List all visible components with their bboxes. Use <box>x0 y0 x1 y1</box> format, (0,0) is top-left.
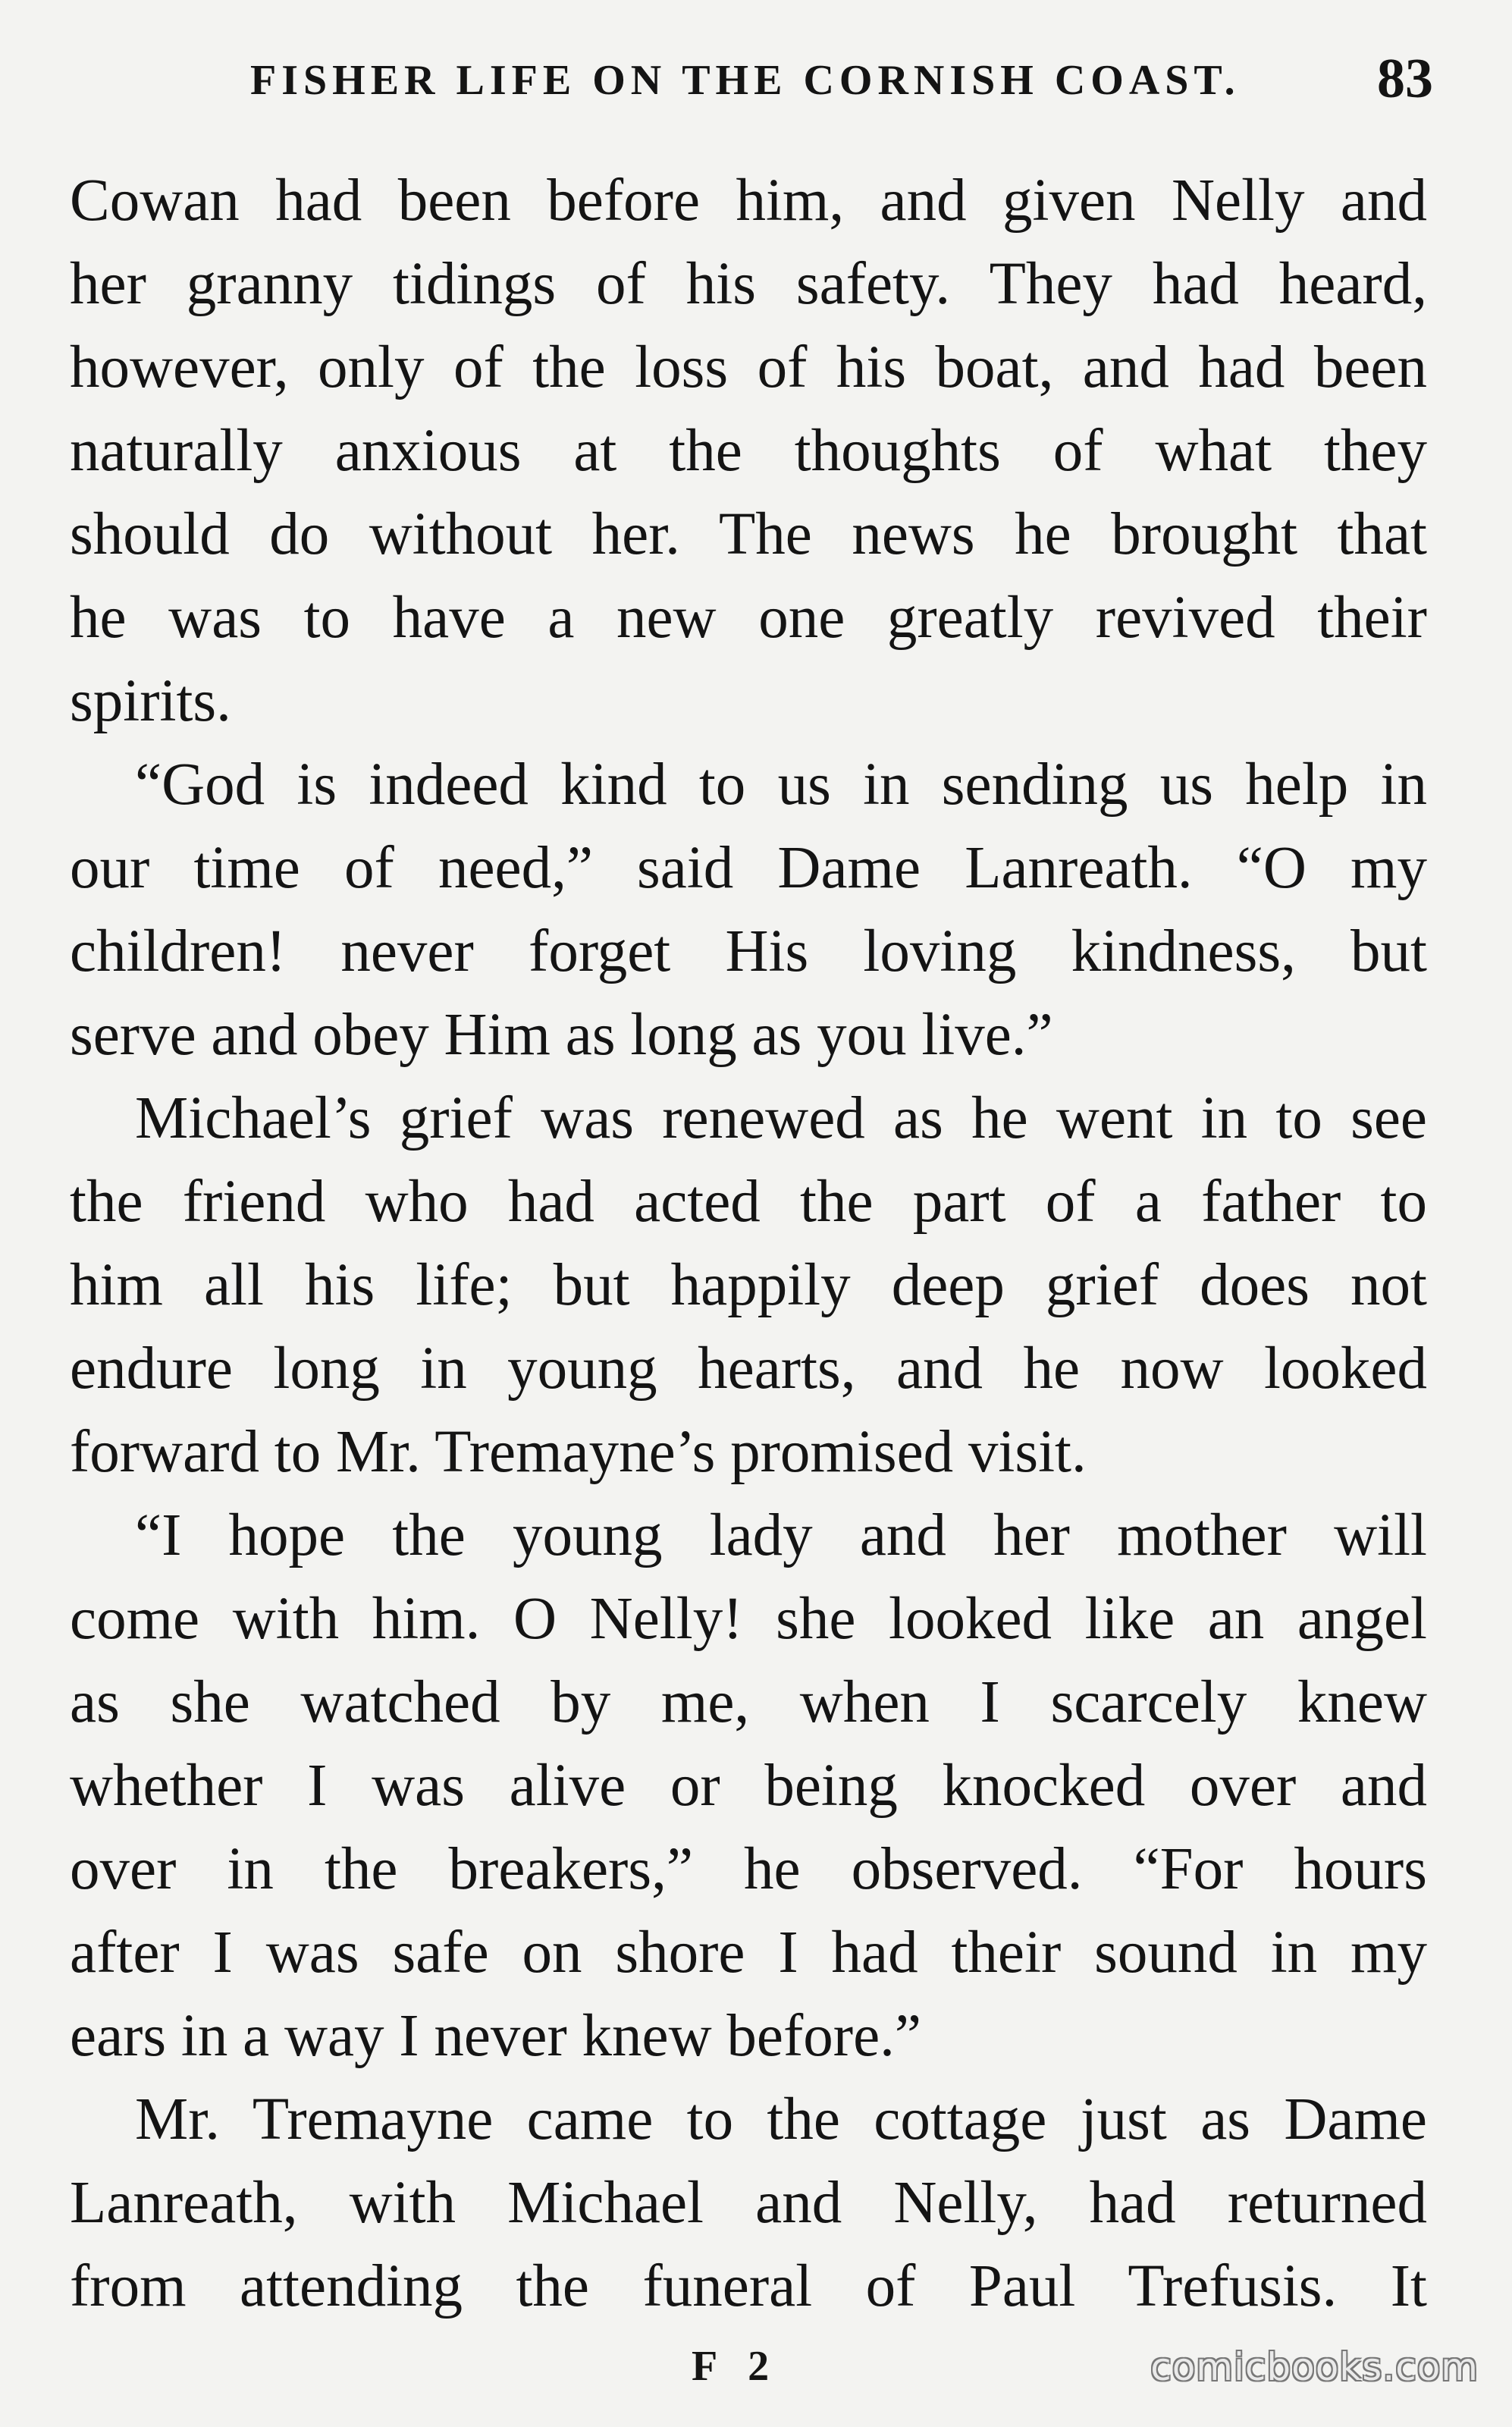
text-line: him all his life; but happily deep grief does not <box>70 1252 1427 1318</box>
signature-mark: F 2 <box>692 2343 780 2390</box>
text-line: he was to have a new one greatly revived their <box>70 585 1427 651</box>
text-line: come with him. O Nelly! she looked like an angel <box>70 1586 1427 1652</box>
text-line: serve and obey Him as long as you live.” <box>70 1002 1053 1068</box>
text-line: naturally anxious at the thoughts of what they <box>70 418 1427 484</box>
running-head <box>68 47 1433 115</box>
text-line: ears in a way I never knew before.” <box>70 2003 921 2069</box>
paragraph <box>70 743 1427 1077</box>
text-line: endure long in young hearts, and he now looked <box>70 1336 1427 1402</box>
text-line: should do without her. The news he brought that <box>70 501 1427 567</box>
page-number: 83 <box>1377 48 1433 110</box>
text-line: forward to Mr. Tremayne’s promised visit. <box>70 1419 1087 1485</box>
paragraph <box>70 1077 1427 1494</box>
text-line: however, only of the loss of his boat, and had been <box>70 334 1427 400</box>
text-line: Michael’s grief was renewed as he went in to see <box>135 1085 1427 1151</box>
text-line: our time of need,” said Dame Lanreath. “O my <box>70 835 1427 901</box>
text-line: “I hope the young lady and her mother will <box>135 1502 1427 1568</box>
text-line: as she watched by me, when I scarcely knew <box>70 1669 1427 1735</box>
text-line: the friend who had acted the part of a father to <box>70 1169 1427 1235</box>
text-line: Lanreath, with Michael and Nelly, had returned <box>70 2170 1427 2236</box>
text-line: whether I was alive or being knocked over and <box>70 1753 1427 1819</box>
watermark-logo: comicbooks.com <box>1150 2345 1479 2389</box>
text-line: children! never forget His loving kindness, but <box>70 918 1427 984</box>
paragraph <box>70 159 1427 743</box>
text-line: her granny tidings of his safety. They had heard, <box>70 251 1427 317</box>
text-line: after I was safe on shore I had their sound in my <box>70 1920 1427 1986</box>
text-line: spirits. <box>70 668 231 734</box>
text-line: over in the breakers,” he observed. “For hours <box>70 1836 1427 1902</box>
body-text <box>70 159 1427 2328</box>
running-title: FISHER LIFE ON THE CORNISH COAST. <box>250 57 1241 104</box>
text-line: Mr. Tremayne came to the cottage just as Dame <box>135 2086 1427 2152</box>
text-line: from attending the funeral of Paul Trefusis. It <box>70 2253 1427 2319</box>
text-line: “God is indeed kind to us in sending us help in <box>135 752 1427 818</box>
paragraph <box>70 2078 1427 2328</box>
text-line: Cowan had been before him, and given Nelly and <box>70 168 1427 234</box>
paragraph <box>70 1494 1427 2078</box>
